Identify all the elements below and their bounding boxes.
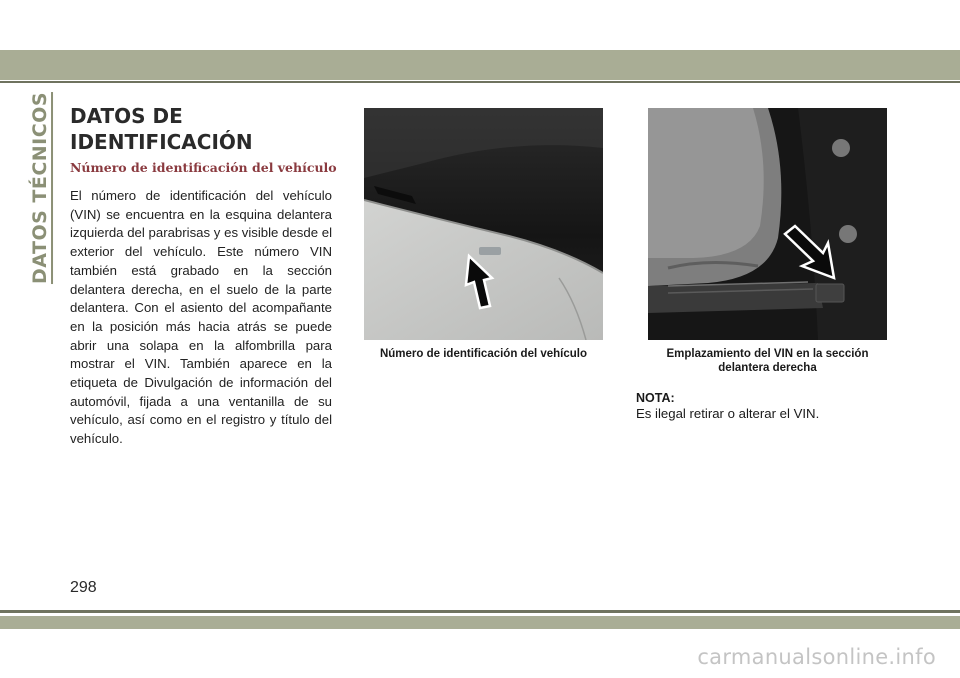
vin-description-text: El número de identificación del vehículo (VIN) se encuentra en la esquina delantera izquierda del parabrisas y es visible desde el exterior del vehículo. Este número VIN también está grabado en la sección delantera derecha, en el suelo de la parte delantera. Con el asiento del acompañante en la posición más hacia atrás se puede abrir una solapa en la alfombrilla para mostrar el VIN. También aparece en la etiqueta de Divulgación de información del automóvil, fijada a una ventanilla de su vehículo, así como en el registro y título del vehículo. <box>70 188 332 447</box>
windshield-vin-illustration <box>364 108 603 340</box>
carpet-flap <box>816 284 844 302</box>
watermark: carmanualsonline.info <box>697 645 936 669</box>
figure-caption-windshield: Número de identificación del vehículo <box>379 348 588 360</box>
footer-rule <box>0 610 960 613</box>
section-subtitle: Número de identificación del vehículo <box>70 160 337 175</box>
section-side-tab-label: DATOS TÉCNICOS <box>29 91 52 285</box>
footer-band <box>0 616 960 629</box>
figure-caption-floor: Emplazamiento del VIN en la sección delantera derecha <box>666 348 869 374</box>
vin-plate <box>479 247 501 255</box>
page-number: 298 <box>70 579 97 596</box>
header-rule <box>0 81 960 83</box>
section-side-tab <box>26 91 56 285</box>
note-text: Es ilegal retirar o alterar el VIN. <box>636 406 820 421</box>
note-label: NOTA: <box>636 391 675 405</box>
header-band <box>0 50 960 80</box>
floor-vin-illustration <box>648 108 887 340</box>
windshield-vin-photo <box>364 108 603 340</box>
floor-vin-photo <box>648 108 887 340</box>
section-title: DATOS DE IDENTIFICACIÓN <box>70 104 253 154</box>
